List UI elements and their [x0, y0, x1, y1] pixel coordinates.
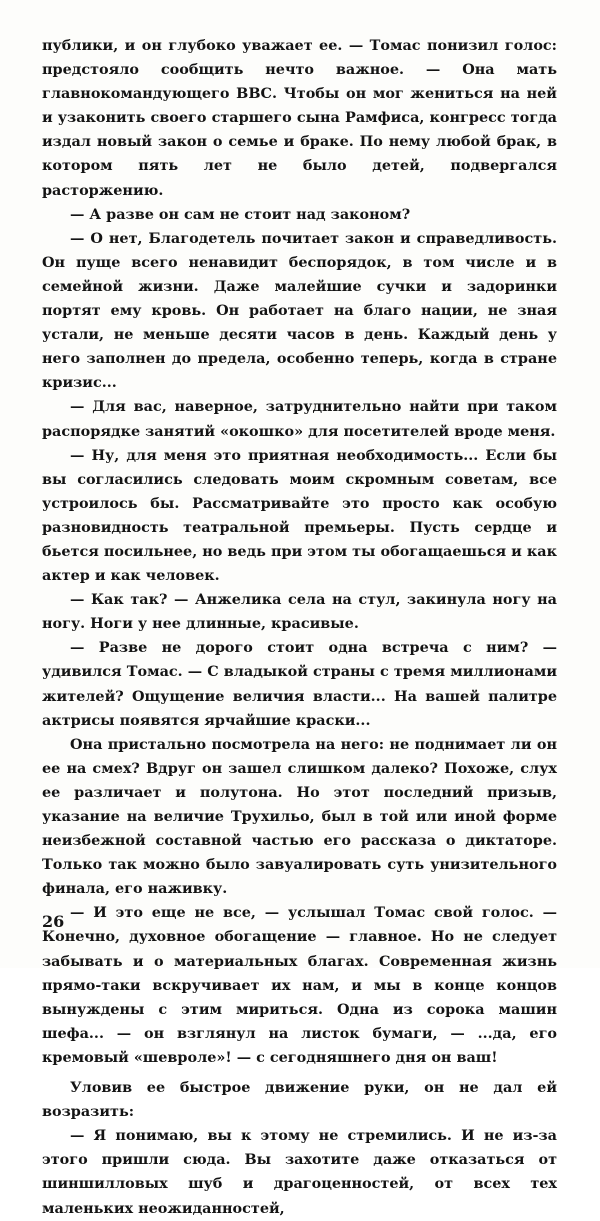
paragraph: — И это еще не все, — услышал Томас свой голос. — Конечно, духовное обогащение — главное. Но не следует забывать и о материальных благах. Современная жизнь прямо-таки вскручивает их нам, и мы в конце концов вынуждены с этим мириться. Одна из сорока машин шефа... — он взглянул на листок бумаги, — ...да, его кремовый «шевроле»! — с сегодняшнего дня он ваш! — [42, 904, 557, 1066]
paragraph: Уловив ее быстрое движение руки, он не дал ей возразить: — [42, 1079, 557, 1121]
paragraph: — Я понимаю, вы к этому не стремились. И не из-за этого пришли сюда. Вы захотите даже отказаться от шиншилловых шуб и драгоценностей, от всех тех маленьких неожиданностей, — [42, 1127, 557, 1217]
paragraph: — Разве не дорого стоит одна встреча с ним? — удивился Томас. — С владыкой страны с тремя миллионами жителей? Ощущение величия власти... На вашей палитре актрисы появятся ярчайшие краски... — [42, 639, 557, 729]
body-text — [42, 34, 557, 1221]
paragraph: Она пристально посмотрела на него: не поднимает ли он ее на смех? Вдруг он зашел слишком далеко? Похоже, слух ее различает и полутона. Но этот последний призыв, указание на величие Трухильо, был в той или иной форме неизбежной составной частью его рассказа о диктаторе. Только так можно было завуалировать суть унизительного финала, его наживку. — [42, 735, 557, 898]
paragraph: — О нет, Благодетель почитает закон и справедливость. Он пуще всего ненавидит беспорядок, в том числе и в семейной жизни. Даже малейшие сучки и задоринки портят ему кровь. Он работает на благо нации, не зная устали, не меньше десяти часов в день. Каждый день у него заполнен до предела, особенно теперь, когда в стране кризис... — [42, 229, 557, 392]
paragraph: — Как так? — Анжелика села на стул, закинула ногу на ногу. Ноги у нее длинные, красивые. — [42, 591, 557, 633]
page-number: 26 — [42, 912, 65, 931]
paragraph: — Ну, для меня это приятная необходимость... Если бы вы согласились следовать моим скромным советам, все устроилось бы. Рассматривайте это просто как особую разновидность театральной премьеры. Пусть сердце и бьется посильнее, но ведь при этом ты обогащаешься и как актер и как человек. — [42, 446, 557, 585]
paragraph: — Для вас, наверное, затруднительно найти при таком распорядке занятий «окошко» для посетителей вроде меня. — [42, 398, 557, 440]
paragraph: публики, и он глубоко уважает ее. — Томас понизил голос: предстояло сообщить нечто важное. — Она мать главнокомандующего ВВС. Чтобы он мог жениться на ней и узаконить своего старшего сына Рамфиса, конгресс тогда издал новый закон о семье и браке. По нему любой брак, в котором пять лет не было детей, подвергался расторжению. — [42, 37, 557, 199]
paragraph: — А разве он сам не стоит над законом? — [70, 205, 411, 223]
